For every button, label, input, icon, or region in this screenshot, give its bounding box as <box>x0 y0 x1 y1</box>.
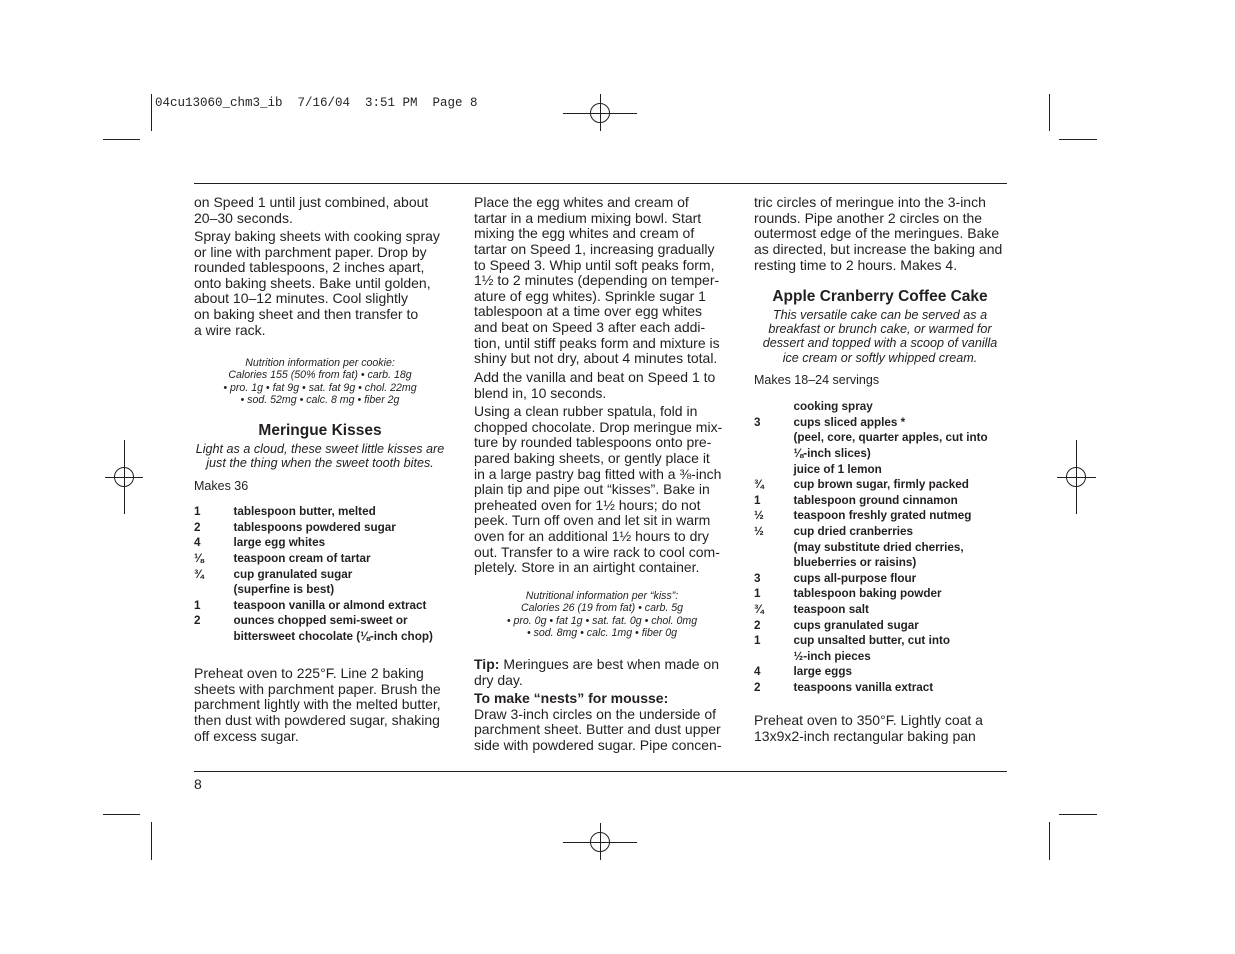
text-line: 1½ to 2 minutes (depending on temper- <box>474 272 720 289</box>
recipe-title: Meringue Kisses <box>258 422 382 439</box>
ingredient-quantity: 3 <box>754 415 761 429</box>
crop-mark-top-right <box>1050 94 1098 140</box>
text-line: plain tip and pipe out “kisses”. Bake in <box>474 481 710 498</box>
text-line: Spray baking sheets with cooking spray <box>194 228 440 244</box>
nests-instructions <box>474 691 730 753</box>
ingredient-text: blueberries or raisins) <box>793 556 917 570</box>
text-line: tablespoon at a time over egg whites <box>474 303 703 320</box>
ingredient-text: cups all-purpose flour <box>793 571 917 585</box>
ingredient-row <box>754 555 1006 571</box>
ingredient-row <box>194 613 446 629</box>
text-line: a wire rack. <box>194 321 266 338</box>
ingredient-text: ½-inch pieces <box>793 649 871 663</box>
text-line: Add the vanilla and beat on Speed 1 to <box>474 369 716 386</box>
nutrition-info <box>194 357 446 407</box>
text-line: 20–30 seconds. <box>194 209 293 226</box>
page-number: 8 <box>194 776 202 792</box>
ingredient-text: teaspoons vanilla extract <box>793 680 934 694</box>
text-line: pared baking sheets, or gently place it <box>474 449 710 466</box>
tip-label: Tip: <box>474 656 500 673</box>
crop-mark-top-left <box>103 94 152 140</box>
ingredient-text: teaspoon cream of tartar <box>233 551 371 565</box>
ingredient-text: cups sliced apples * <box>793 415 906 429</box>
ingredient-row <box>754 508 1006 524</box>
ingredient-text: teaspoon freshly grated nutmeg <box>793 509 972 523</box>
method-paragraph <box>474 195 730 367</box>
text-line: 13x9x2-inch rectangular baking pan <box>754 727 976 744</box>
recipe-intro <box>194 442 446 471</box>
text-line: Calories 155 (50% from fat) • carb. 18g <box>228 369 412 382</box>
ingredient-quantity: 2 <box>194 614 201 628</box>
ingredient-quantity: 1 <box>754 634 761 648</box>
text-line: Preheat oven to 350°F. Lightly coat a <box>754 712 983 729</box>
ingredient-row <box>754 493 1006 509</box>
text-line: chopped chocolate. Drop meringue mix- <box>474 418 723 435</box>
text-line: then dust with powdered sugar, shaking <box>194 711 440 728</box>
ingredient-quantity: ¾ <box>754 478 764 492</box>
ingredient-text: cup brown sugar, firmly packed <box>793 478 969 492</box>
ingredient-text: (may substitute dried cherries, <box>793 540 964 554</box>
ingredient-quantity: 4 <box>194 536 201 550</box>
ingredient-row <box>754 571 1006 587</box>
ingredient-list <box>194 504 446 644</box>
ingredient-text: juice of 1 lemon <box>793 462 882 476</box>
ingredient-text: ⅛-inch slices) <box>793 446 871 460</box>
text-line: outermost edge of the meringues. Bake <box>754 225 1000 242</box>
ingredient-row <box>754 477 1006 493</box>
ingredient-text: teaspoon vanilla or almond extract <box>233 598 427 612</box>
ingredient-text: tablespoon ground cinnamon <box>793 493 958 507</box>
ingredient-quantity: 3 <box>754 571 761 585</box>
ingredient-row <box>754 524 1006 540</box>
text-line: onto baking sheets. Bake until golden, <box>194 274 431 291</box>
text-line: about 10–12 minutes. Cool slightly <box>194 290 409 307</box>
method-paragraph <box>754 713 1006 744</box>
ingredient-row <box>754 680 1006 696</box>
nutrition-info <box>474 590 730 640</box>
tip-note <box>474 657 730 688</box>
recipe-yield: Makes 18–24 servings <box>754 372 880 387</box>
ingredient-text: cup unsalted butter, cut into <box>793 634 950 648</box>
text-line: parchment lightly with the melted butter, <box>194 696 441 713</box>
text-line: in a large pastry bag fitted with a ⅜-inch <box>474 465 722 482</box>
ingredient-row <box>754 415 1006 431</box>
text-line: on baking sheet and then transfer to <box>194 305 419 322</box>
text-line: to Speed 3. Whip until soft peaks form, <box>474 256 715 273</box>
ingredient-row <box>754 586 1006 602</box>
registration-mark-top <box>563 94 637 131</box>
ingredient-text: tablespoons powdered sugar <box>233 520 396 534</box>
text-line: parchment sheet. Butter and dust upper <box>474 721 721 738</box>
ingredient-quantity: 2 <box>754 680 761 694</box>
ingredient-row <box>754 633 1006 649</box>
ingredient-row <box>194 598 446 614</box>
text-line: ice cream or softly whipped cream. <box>782 350 978 365</box>
tip-line <box>474 657 730 673</box>
registration-mark-left <box>105 440 143 514</box>
text-line: ature of egg whites). Sprinkle sugar 1 <box>474 287 706 304</box>
ingredient-row <box>194 551 446 567</box>
text-line: • sod. 52mg • calc. 8 mg • fiber 2g <box>240 394 400 407</box>
text-line: sheets with parchment paper. Brush the <box>194 680 441 697</box>
text-line: Place the egg whites and cream of <box>474 194 689 211</box>
crop-mark-bottom-left <box>103 815 152 861</box>
ingredient-row <box>754 664 1006 680</box>
text-line: shiny but not dry, about 4 minutes total. <box>474 350 718 367</box>
ingredient-text: tablespoon baking powder <box>793 587 942 601</box>
ingredient-row <box>754 430 1006 446</box>
ingredient-quantity: 1 <box>754 587 761 601</box>
text-line: as directed, but increase the baking and <box>754 240 1003 257</box>
text-line: mixing the egg whites and cream of <box>474 225 695 242</box>
ingredient-quantity: 4 <box>754 665 761 679</box>
ingredient-text: large egg whites <box>233 536 326 550</box>
nests-text <box>474 707 730 754</box>
nests-heading: To make “nests” for mousse: <box>474 690 669 707</box>
text-line: This versatile cake can be served as a <box>772 307 988 322</box>
text-line: oven for an additional 1½ hours to dry <box>474 527 710 544</box>
text-line: Light as a cloud, these sweet little kisses are <box>195 441 445 456</box>
method-paragraph <box>474 404 730 576</box>
text-line: Nutritional information per “kiss”: <box>525 589 679 602</box>
text-line: side with powdered sugar. Pipe concen- <box>474 736 722 753</box>
ingredient-text: large eggs <box>793 665 852 679</box>
ingredient-text: tablespoon butter, melted <box>233 505 376 519</box>
ingredient-quantity: 2 <box>194 520 201 534</box>
ingredient-row <box>194 567 446 583</box>
text-line: pletely. Store in an airtight container. <box>474 559 700 576</box>
ingredient-text: teaspoon salt <box>793 602 869 616</box>
registration-mark-bottom <box>563 823 637 860</box>
text-line: • pro. 0g • fat 1g • sat. fat. 0g • chol. 0mg <box>506 614 698 627</box>
method-paragraph <box>474 370 730 401</box>
text-line: Draw 3-inch circles on the underside of <box>474 705 717 722</box>
text-line: • pro. 1g • fat 9g • sat. fat 9g • chol. 22mg <box>223 381 417 394</box>
ingredient-text: cup granulated sugar <box>233 567 353 581</box>
ingredient-quantity: ⅛ <box>194 551 204 565</box>
ingredient-quantity: ¾ <box>194 567 204 581</box>
text-line: peek. Turn off oven and let sit in warm <box>474 512 711 529</box>
ingredient-quantity: ½ <box>754 524 764 538</box>
text-line: or line with parchment paper. Drop by <box>194 243 427 260</box>
ingredient-quantity: ½ <box>754 509 764 523</box>
ingredient-text: bittersweet chocolate (⅛-inch chop) <box>233 629 433 643</box>
ingredient-quantity: 1 <box>754 493 761 507</box>
text-line: Using a clean rubber spatula, fold in <box>474 403 698 420</box>
ingredient-row <box>194 582 446 598</box>
text-line: resting time to 2 hours. Makes 4. <box>754 256 958 273</box>
text-line: out. Transfer to a wire rack to cool com- <box>474 543 720 560</box>
recipe-title: Apple Cranberry Coffee Cake <box>772 288 988 305</box>
method-paragraph <box>194 666 446 744</box>
paragraph <box>194 195 446 226</box>
text-line: Calories 26 (19 from fat) • carb. 5g <box>520 602 684 615</box>
paragraph <box>194 229 446 338</box>
text-line: Preheat oven to 225°F. Line 2 baking <box>194 665 424 682</box>
text-line: rounded tablespoons, 2 inches apart, <box>194 259 425 276</box>
ingredient-text: (superfine is best) <box>233 583 335 597</box>
ingredient-quantity: 1 <box>194 598 201 612</box>
text-line: on Speed 1 until just combined, about <box>194 194 429 211</box>
tip-text: Meringues are best when made on <box>503 656 719 673</box>
text-line: and beat on Speed 3 after each addi- <box>474 318 706 335</box>
text-line: breakfast or brunch cake, or warmed for <box>768 322 992 337</box>
header-rule <box>194 183 1007 184</box>
text-line: preheated oven for 1½ hours; do not <box>474 496 701 513</box>
text-line: blend in, 10 seconds. <box>474 384 607 401</box>
ingredient-row <box>754 446 1006 462</box>
ingredient-row <box>754 462 1006 478</box>
ingredient-row <box>194 535 446 551</box>
text-line: tartar on Speed 1, increasing gradually <box>474 240 715 257</box>
text-line: off excess sugar. <box>194 727 299 744</box>
ingredient-text: cup dried cranberries <box>793 524 914 538</box>
text-line: • sod. 8mg • calc. 1mg • fiber 0g <box>526 627 678 640</box>
ingredient-row <box>754 649 1006 665</box>
ingredient-text: cups granulated sugar <box>793 618 919 632</box>
text-line: tartar in a medium mixing bowl. Start <box>474 209 702 226</box>
text-line: tion, until stiff peaks form and mixture is <box>474 334 720 351</box>
ingredient-quantity: ¾ <box>754 602 764 616</box>
ingredient-row <box>754 399 1006 415</box>
text-line: dessert and topped with a scoop of vanilla <box>762 336 998 351</box>
footer-rule <box>194 771 1007 772</box>
ingredient-row <box>754 540 1006 556</box>
text-line: tric circles of meringue into the 3-inch <box>754 194 986 211</box>
ingredient-row <box>754 618 1006 634</box>
recipe-yield: Makes 36 <box>194 478 249 493</box>
ingredient-text: (peel, core, quarter apples, cut into <box>793 431 988 445</box>
text-line: rounds. Pipe another 2 circles on the <box>754 209 983 226</box>
registration-mark-right <box>1057 440 1096 514</box>
ingredient-quantity: 1 <box>194 505 201 519</box>
ingredient-row <box>194 520 446 536</box>
crop-mark-bottom-right <box>1050 815 1098 861</box>
ingredient-text: cooking spray <box>793 400 873 414</box>
ingredient-quantity: 2 <box>754 618 761 632</box>
text-line: ture by rounded tablespoons onto pre- <box>474 434 712 451</box>
print-slug: 04cu13060_chm3_ib 7/16/04 3:51 PM Page 8 <box>155 96 478 110</box>
tip-line: dry day. <box>474 671 523 688</box>
text-line: just the thing when the sweet tooth bites. <box>206 456 434 471</box>
recipe-intro <box>754 308 1006 365</box>
ingredient-row <box>754 602 1006 618</box>
text-line: Nutrition information per cookie: <box>245 356 395 369</box>
method-paragraph <box>754 195 1006 273</box>
ingredient-list <box>754 399 1006 695</box>
ingredient-row <box>194 629 446 645</box>
ingredient-row <box>194 504 446 520</box>
ingredient-text: ounces chopped semi-sweet or <box>233 614 408 628</box>
